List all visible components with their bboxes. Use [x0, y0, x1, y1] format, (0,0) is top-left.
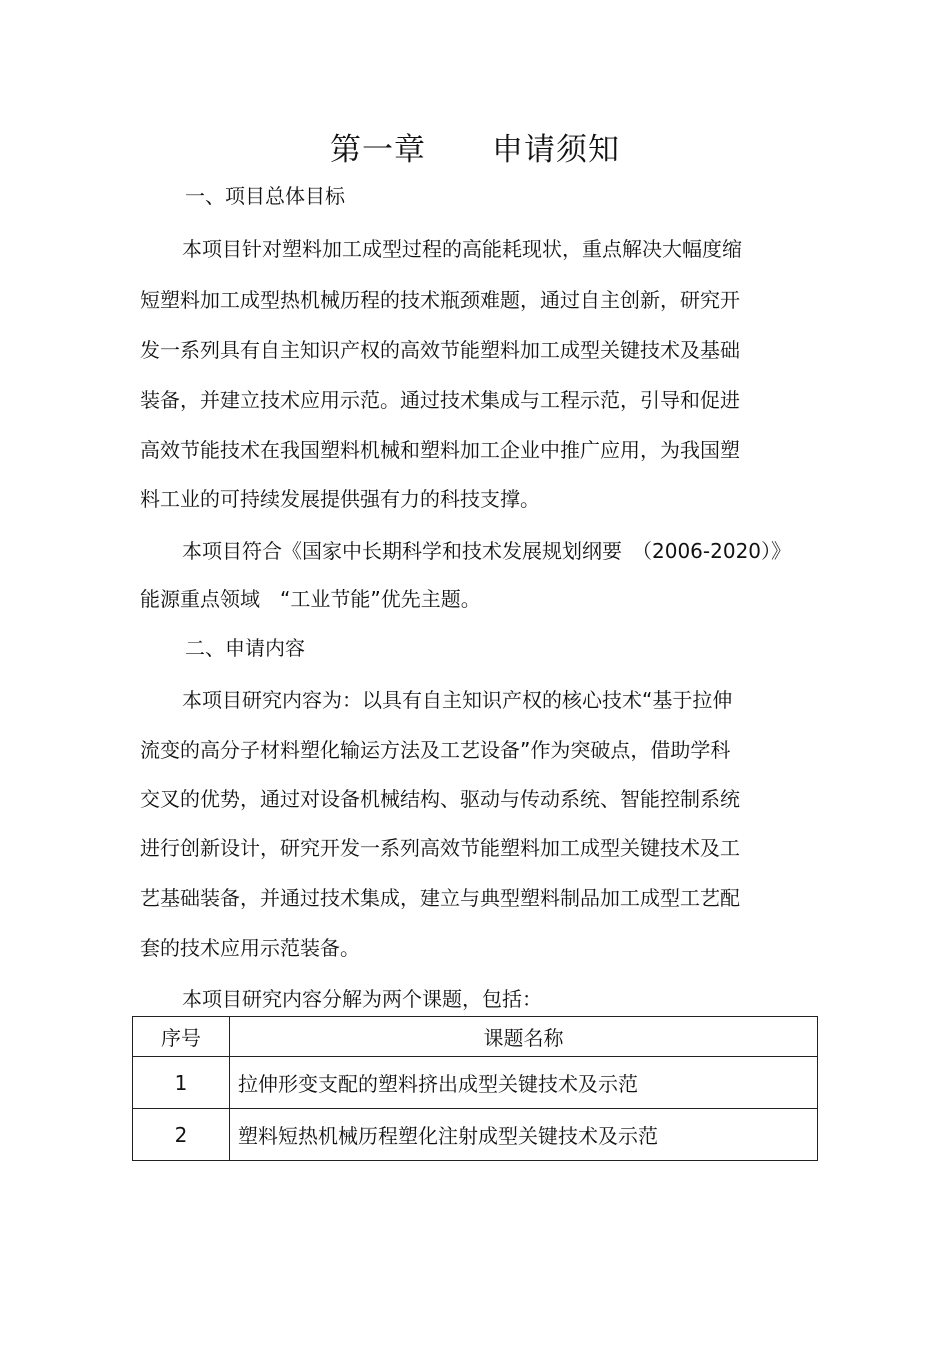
paragraph-line: 短塑料加工成型热机械历程的技术瓶颈难题，通过自主创新，研究开	[140, 288, 740, 312]
paragraph-line: 料工业的可持续发展提供强有力的科技支撑。	[140, 487, 540, 511]
row-number: 1	[133, 1057, 230, 1109]
paragraph-line: 能源重点领域 “工业节能”优先主题。	[140, 587, 481, 611]
table-row	[133, 1109, 818, 1161]
paragraph-line: 装备，并建立技术应用示范。通过技术集成与工程示范，引导和促进	[140, 388, 740, 412]
paragraph-line: 艺基础装备，并通过技术集成，建立与典型塑料制品加工成型工艺配	[140, 886, 740, 910]
chapter-title	[0, 124, 950, 169]
column-header-name: 课题名称	[230, 1017, 818, 1057]
table-row	[133, 1057, 818, 1109]
section-heading-goals: 一、项目总体目标	[185, 184, 345, 208]
paragraph-line: 本项目研究内容分解为两个课题，包括：	[182, 987, 542, 1011]
chapter-number: 第一章	[330, 132, 426, 168]
paragraph-line: 本项目针对塑料加工成型过程的高能耗现状，重点解决大幅度缩	[182, 237, 742, 261]
paragraph-line: 发一系列具有自主知识产权的高效节能塑料加工成型关键技术及基础	[140, 338, 740, 362]
table-header-row	[133, 1017, 818, 1057]
paragraph-line: 进行创新设计，研究开发一系列高效节能塑料加工成型关键技术及工	[140, 836, 740, 860]
paragraph-line: 本项目符合《国家中长期科学和技术发展规划纲要 （2006-2020）》	[182, 539, 792, 563]
section-heading-content: 二、申请内容	[185, 636, 305, 660]
row-topic-name: 拉伸形变支配的塑料挤出成型关键技术及示范	[230, 1057, 818, 1109]
paragraph-line: 高效节能技术在我国塑料机械和塑料加工企业中推广应用，为我国塑	[140, 438, 740, 462]
chapter-name: 申请须知	[492, 132, 620, 168]
column-header-no: 序号	[133, 1017, 230, 1057]
paragraph-line: 套的技术应用示范装备。	[140, 936, 360, 960]
row-topic-name: 塑料短热机械历程塑化注射成型关键技术及示范	[230, 1109, 818, 1161]
paragraph-line: 流变的高分子材料塑化输运方法及工艺设备”作为突破点，借助学科	[140, 738, 731, 762]
topics-table	[132, 1016, 818, 1161]
paragraph-line: 交叉的优势，通过对设备机械结构、驱动与传动系统、智能控制系统	[140, 787, 740, 811]
row-number: 2	[133, 1109, 230, 1161]
paragraph-line: 本项目研究内容为：以具有自主知识产权的核心技术“基于拉伸	[182, 688, 733, 712]
